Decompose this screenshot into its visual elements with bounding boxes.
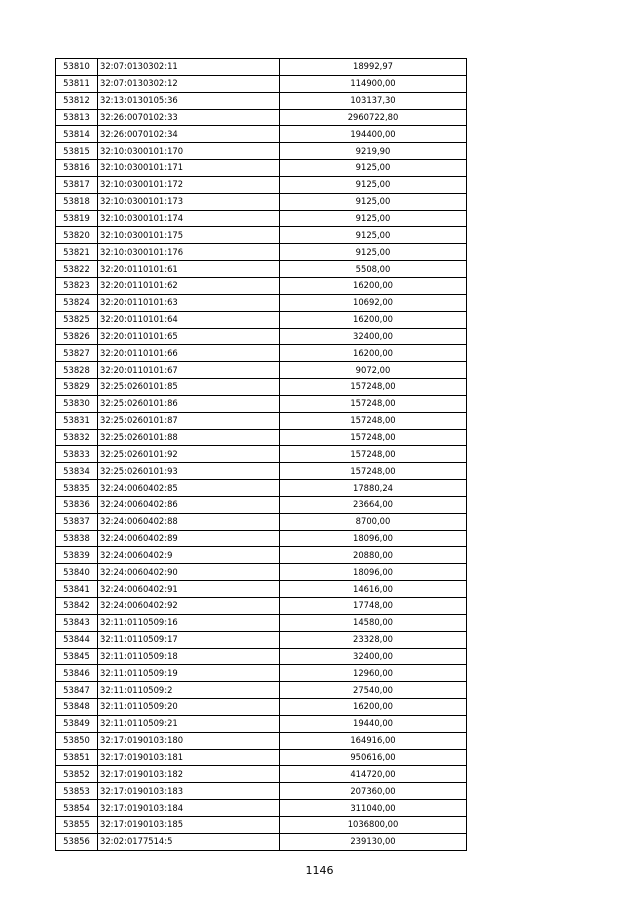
table-row xyxy=(56,429,467,446)
cadastral-number-cell: 32:25:0260101:92 xyxy=(98,446,280,463)
value-cell: 1036800,00 xyxy=(280,816,467,833)
row-number-cell: 53826 xyxy=(56,328,98,345)
cadastral-number-cell: 32:25:0260101:85 xyxy=(98,379,280,396)
table-row xyxy=(56,362,467,379)
row-number-cell: 53821 xyxy=(56,244,98,261)
row-number-cell: 53839 xyxy=(56,547,98,564)
row-number-cell: 53816 xyxy=(56,160,98,177)
value-cell: 18096,00 xyxy=(280,564,467,581)
value-cell: 157248,00 xyxy=(280,395,467,412)
value-cell: 103137,30 xyxy=(280,92,467,109)
value-cell: 239130,00 xyxy=(280,833,467,850)
value-cell: 9125,00 xyxy=(280,227,467,244)
table-row xyxy=(56,513,467,530)
value-cell: 18096,00 xyxy=(280,530,467,547)
value-cell: 16200,00 xyxy=(280,277,467,294)
table-row xyxy=(56,648,467,665)
cadastral-number-cell: 32:20:0110101:67 xyxy=(98,362,280,379)
table-row xyxy=(56,210,467,227)
table-row xyxy=(56,244,467,261)
table-row xyxy=(56,564,467,581)
value-cell: 23328,00 xyxy=(280,631,467,648)
row-number-cell: 53831 xyxy=(56,412,98,429)
row-number-cell: 53847 xyxy=(56,682,98,699)
row-number-cell: 53854 xyxy=(56,800,98,817)
value-cell: 16200,00 xyxy=(280,311,467,328)
cadastral-number-cell: 32:10:0300101:172 xyxy=(98,176,280,193)
value-cell: 12960,00 xyxy=(280,665,467,682)
value-cell: 9125,00 xyxy=(280,210,467,227)
cadastral-number-cell: 32:20:0110101:61 xyxy=(98,261,280,278)
value-cell: 14580,00 xyxy=(280,614,467,631)
table-row xyxy=(56,109,467,126)
table-row xyxy=(56,446,467,463)
value-cell: 311040,00 xyxy=(280,800,467,817)
table-row xyxy=(56,715,467,732)
cadastral-number-cell: 32:25:0260101:93 xyxy=(98,463,280,480)
table-row xyxy=(56,682,467,699)
row-number-cell: 53818 xyxy=(56,193,98,210)
table-body xyxy=(56,59,467,851)
table-row xyxy=(56,800,467,817)
cadastral-number-cell: 32:25:0260101:88 xyxy=(98,429,280,446)
cadastral-number-cell: 32:11:0110509:16 xyxy=(98,614,280,631)
cadastral-number-cell: 32:11:0110509:21 xyxy=(98,715,280,732)
row-number-cell: 53823 xyxy=(56,277,98,294)
cadastral-number-cell: 32:17:0190103:184 xyxy=(98,800,280,817)
table-row xyxy=(56,379,467,396)
cadastral-number-cell: 32:10:0300101:176 xyxy=(98,244,280,261)
row-number-cell: 53812 xyxy=(56,92,98,109)
table-row xyxy=(56,261,467,278)
row-number-cell: 53848 xyxy=(56,699,98,716)
cadastral-number-cell: 32:11:0110509:17 xyxy=(98,631,280,648)
value-cell: 157248,00 xyxy=(280,412,467,429)
data-table xyxy=(55,58,467,851)
value-cell: 157248,00 xyxy=(280,463,467,480)
value-cell: 5508,00 xyxy=(280,261,467,278)
table-row xyxy=(56,345,467,362)
row-number-cell: 53824 xyxy=(56,294,98,311)
cadastral-number-cell: 32:11:0110509:19 xyxy=(98,665,280,682)
value-cell: 414720,00 xyxy=(280,766,467,783)
cadastral-number-cell: 32:20:0110101:64 xyxy=(98,311,280,328)
row-number-cell: 53832 xyxy=(56,429,98,446)
cadastral-number-cell: 32:17:0190103:182 xyxy=(98,766,280,783)
row-number-cell: 53836 xyxy=(56,496,98,513)
value-cell: 157248,00 xyxy=(280,446,467,463)
cadastral-number-cell: 32:10:0300101:171 xyxy=(98,160,280,177)
row-number-cell: 53842 xyxy=(56,598,98,615)
table-row xyxy=(56,581,467,598)
row-number-cell: 53838 xyxy=(56,530,98,547)
row-number-cell: 53856 xyxy=(56,833,98,850)
cadastral-number-cell: 32:07:0130302:12 xyxy=(98,75,280,92)
cadastral-number-cell: 32:11:0110509:18 xyxy=(98,648,280,665)
row-number-cell: 53846 xyxy=(56,665,98,682)
cadastral-number-cell: 32:17:0190103:181 xyxy=(98,749,280,766)
value-cell: 10692,00 xyxy=(280,294,467,311)
cadastral-number-cell: 32:20:0110101:65 xyxy=(98,328,280,345)
value-cell: 9219,90 xyxy=(280,143,467,160)
value-cell: 9125,00 xyxy=(280,160,467,177)
table-row xyxy=(56,547,467,564)
table-row xyxy=(56,160,467,177)
row-number-cell: 53822 xyxy=(56,261,98,278)
table-row xyxy=(56,749,467,766)
table-row xyxy=(56,530,467,547)
value-cell: 194400,00 xyxy=(280,126,467,143)
table-row xyxy=(56,395,467,412)
value-cell: 17748,00 xyxy=(280,598,467,615)
cadastral-number-cell: 32:24:0060402:92 xyxy=(98,598,280,615)
table-row xyxy=(56,294,467,311)
table-row xyxy=(56,227,467,244)
cadastral-number-cell: 32:20:0110101:63 xyxy=(98,294,280,311)
value-cell: 207360,00 xyxy=(280,783,467,800)
row-number-cell: 53814 xyxy=(56,126,98,143)
value-cell: 157248,00 xyxy=(280,379,467,396)
row-number-cell: 53844 xyxy=(56,631,98,648)
row-number-cell: 53813 xyxy=(56,109,98,126)
table-row xyxy=(56,614,467,631)
table-row xyxy=(56,277,467,294)
value-cell: 32400,00 xyxy=(280,328,467,345)
row-number-cell: 53825 xyxy=(56,311,98,328)
cadastral-number-cell: 32:24:0060402:85 xyxy=(98,480,280,497)
value-cell: 27540,00 xyxy=(280,682,467,699)
cadastral-number-cell: 32:24:0060402:9 xyxy=(98,547,280,564)
row-number-cell: 53855 xyxy=(56,816,98,833)
value-cell: 2960722,80 xyxy=(280,109,467,126)
value-cell: 16200,00 xyxy=(280,699,467,716)
cadastral-number-cell: 32:24:0060402:90 xyxy=(98,564,280,581)
value-cell: 17880,24 xyxy=(280,480,467,497)
row-number-cell: 53820 xyxy=(56,227,98,244)
row-number-cell: 53829 xyxy=(56,379,98,396)
table-row xyxy=(56,328,467,345)
table-row xyxy=(56,598,467,615)
table-row xyxy=(56,816,467,833)
row-number-cell: 53828 xyxy=(56,362,98,379)
cadastral-number-cell: 32:10:0300101:174 xyxy=(98,210,280,227)
cadastral-number-cell: 32:07:0130302:11 xyxy=(98,59,280,76)
table-row xyxy=(56,732,467,749)
value-cell: 14616,00 xyxy=(280,581,467,598)
cadastral-number-cell: 32:24:0060402:86 xyxy=(98,496,280,513)
cadastral-number-cell: 32:11:0110509:20 xyxy=(98,699,280,716)
table-row xyxy=(56,833,467,850)
row-number-cell: 53827 xyxy=(56,345,98,362)
table-row xyxy=(56,176,467,193)
row-number-cell: 53849 xyxy=(56,715,98,732)
row-number-cell: 53833 xyxy=(56,446,98,463)
table-row xyxy=(56,496,467,513)
table-row xyxy=(56,783,467,800)
value-cell: 20880,00 xyxy=(280,547,467,564)
row-number-cell: 53815 xyxy=(56,143,98,160)
value-cell: 9072,00 xyxy=(280,362,467,379)
cadastral-number-cell: 32:17:0190103:180 xyxy=(98,732,280,749)
table-row xyxy=(56,126,467,143)
row-number-cell: 53835 xyxy=(56,480,98,497)
table-row xyxy=(56,92,467,109)
table-row xyxy=(56,766,467,783)
cadastral-number-cell: 32:24:0060402:91 xyxy=(98,581,280,598)
value-cell: 9125,00 xyxy=(280,176,467,193)
value-cell: 18992,97 xyxy=(280,59,467,76)
row-number-cell: 53852 xyxy=(56,766,98,783)
value-cell: 19440,00 xyxy=(280,715,467,732)
row-number-cell: 53810 xyxy=(56,59,98,76)
cadastral-number-cell: 32:20:0110101:66 xyxy=(98,345,280,362)
cadastral-number-cell: 32:10:0300101:170 xyxy=(98,143,280,160)
cadastral-number-cell: 32:26:0070102:33 xyxy=(98,109,280,126)
table-row xyxy=(56,311,467,328)
row-number-cell: 53841 xyxy=(56,581,98,598)
cadastral-number-cell: 32:25:0260101:87 xyxy=(98,412,280,429)
table-row xyxy=(56,665,467,682)
cadastral-number-cell: 32:20:0110101:62 xyxy=(98,277,280,294)
table-row xyxy=(56,75,467,92)
row-number-cell: 53840 xyxy=(56,564,98,581)
row-number-cell: 53834 xyxy=(56,463,98,480)
value-cell: 950616,00 xyxy=(280,749,467,766)
row-number-cell: 53819 xyxy=(56,210,98,227)
row-number-cell: 53843 xyxy=(56,614,98,631)
value-cell: 8700,00 xyxy=(280,513,467,530)
cadastral-number-cell: 32:24:0060402:89 xyxy=(98,530,280,547)
cadastral-number-cell: 32:11:0110509:2 xyxy=(98,682,280,699)
cadastral-number-cell: 32:17:0190103:183 xyxy=(98,783,280,800)
row-number-cell: 53853 xyxy=(56,783,98,800)
value-cell: 9125,00 xyxy=(280,244,467,261)
table-row xyxy=(56,143,467,160)
cadastral-number-cell: 32:26:0070102:34 xyxy=(98,126,280,143)
row-number-cell: 53830 xyxy=(56,395,98,412)
value-cell: 16200,00 xyxy=(280,345,467,362)
cadastral-number-cell: 32:02:0177514:5 xyxy=(98,833,280,850)
row-number-cell: 53851 xyxy=(56,749,98,766)
value-cell: 32400,00 xyxy=(280,648,467,665)
cadastral-number-cell: 32:17:0190103:185 xyxy=(98,816,280,833)
cadastral-number-cell: 32:13:0130105:36 xyxy=(98,92,280,109)
table-row xyxy=(56,193,467,210)
row-number-cell: 53850 xyxy=(56,732,98,749)
value-cell: 164916,00 xyxy=(280,732,467,749)
value-cell: 23664,00 xyxy=(280,496,467,513)
cadastral-number-cell: 32:25:0260101:86 xyxy=(98,395,280,412)
table-row xyxy=(56,412,467,429)
table-row xyxy=(56,699,467,716)
table-row xyxy=(56,631,467,648)
table-row xyxy=(56,463,467,480)
table-row xyxy=(56,480,467,497)
row-number-cell: 53811 xyxy=(56,75,98,92)
cadastral-number-cell: 32:10:0300101:173 xyxy=(98,193,280,210)
row-number-cell: 53845 xyxy=(56,648,98,665)
value-cell: 9125,00 xyxy=(280,193,467,210)
value-cell: 114900,00 xyxy=(280,75,467,92)
row-number-cell: 53837 xyxy=(56,513,98,530)
value-cell: 157248,00 xyxy=(280,429,467,446)
page-number: 1146 xyxy=(305,864,334,877)
table-row xyxy=(56,59,467,76)
row-number-cell: 53817 xyxy=(56,176,98,193)
cadastral-number-cell: 32:10:0300101:175 xyxy=(98,227,280,244)
cadastral-number-cell: 32:24:0060402:88 xyxy=(98,513,280,530)
